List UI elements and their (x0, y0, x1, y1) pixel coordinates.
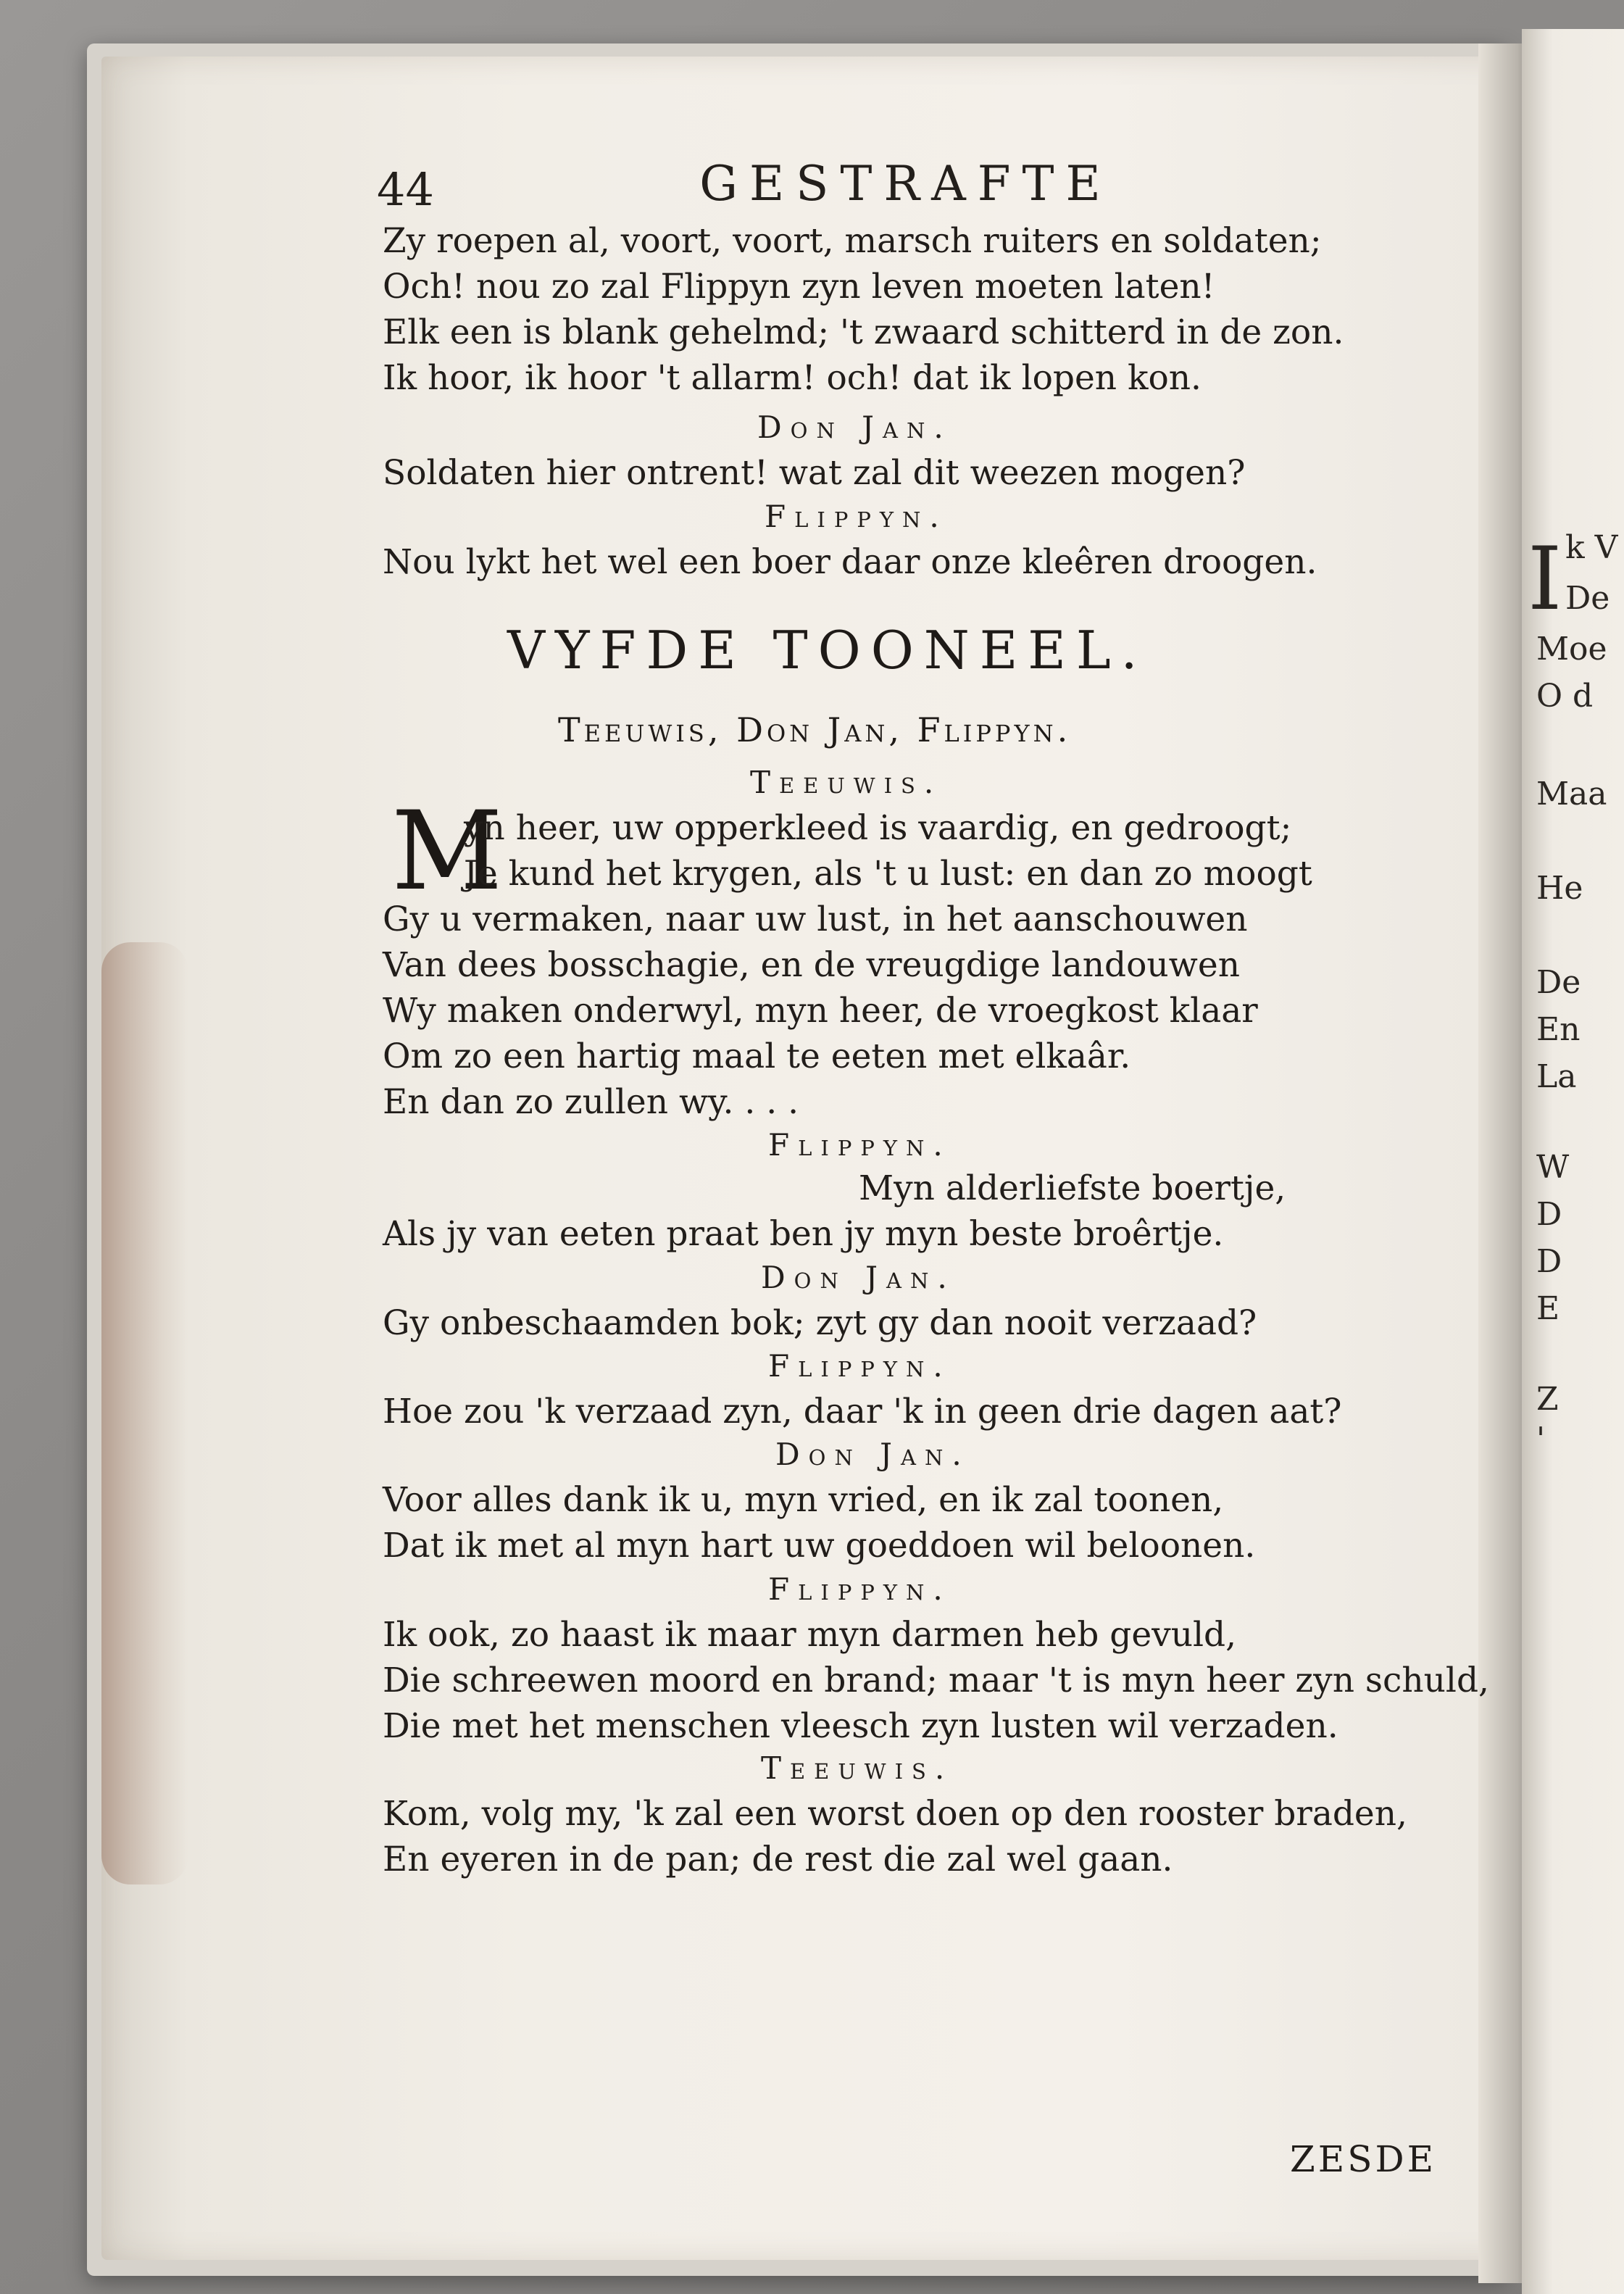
facing-fragment: De (1565, 580, 1610, 617)
verse-line: Ik ook, zo haast ik maar myn darmen heb gevuld, (383, 1615, 1237, 1655)
facing-fragment: De (1536, 964, 1581, 1001)
verse-line: Dat ik met al myn hart uw goeddoen wil beloonen. (383, 1526, 1256, 1566)
scene-title: VYFDE TOONEEL. (507, 620, 1148, 681)
facing-fragment: E (1536, 1290, 1560, 1327)
verse-line: Die schreewen moord en brand; maar 't is myn heer zyn schuld, (383, 1661, 1489, 1700)
verse-line: Gy u vermaken, naar uw lust, in het aanschouwen (383, 899, 1248, 939)
facing-fragment: Moe (1536, 631, 1607, 668)
verse-line: Die met het menschen vleesch zyn lusten wil verzaden. (383, 1706, 1338, 1746)
page-stain (101, 942, 188, 1884)
running-head: GESTRAFTE (699, 156, 1112, 212)
verse-line: Om zo een hartig maal te eeten met elkaâr. (383, 1036, 1131, 1076)
facing-fragment: La (1536, 1058, 1577, 1095)
facing-fragment: He (1536, 870, 1583, 907)
verse-line: Van dees bosschagie, en de vreugdige landouwen (383, 945, 1240, 985)
speaker-name: Flippyn. (765, 499, 948, 534)
verse-line: Hoe zou 'k verzaad zyn, daar 'k in geen drie dagen aat? (383, 1392, 1342, 1431)
verse-line: Soldaten hier ontrent! wat zal dit weezen mogen? (383, 453, 1246, 493)
facing-fragment: W (1536, 1149, 1570, 1186)
speaker-name: Flippyn. (768, 1348, 952, 1384)
verse-line: Gy onbeschaamden bok; zyt gy dan nooit verzaad? (383, 1303, 1257, 1343)
verse-line: yn heer, uw opperkleed is vaardig, en gedroogt; (464, 808, 1292, 848)
book-page-right (1522, 29, 1624, 2294)
facing-fragment: D (1536, 1243, 1562, 1280)
speaker-name: Don Jan. (775, 1437, 970, 1472)
verse-line: Och! nou zo zal Flippyn zyn leven moeten laten! (383, 267, 1215, 307)
drop-cap: M (391, 789, 503, 915)
facing-fragment: O d (1536, 678, 1594, 715)
verse-line: Als jy van eeten praat ben jy myn beste broêrtje. (383, 1214, 1224, 1254)
verse-line: Ik hoor, ik hoor 't allarm! och! dat ik lopen kon. (383, 358, 1202, 398)
verse-line: Zy roepen al, voort, voort, marsch ruiters en soldaten; (383, 221, 1322, 261)
verse-line: Voor alles dank ik u, myn vried, en ik zal toonen, (383, 1480, 1224, 1520)
speaker-name: Don Jan. (757, 410, 952, 445)
speaker-name: Flippyn. (768, 1127, 952, 1163)
verse-line: Wy maken onderwyl, myn heer, de vroegkost klaar (383, 991, 1258, 1031)
speaker-name: Teeuwis. (761, 1750, 954, 1786)
facing-fragment: ' (1536, 1421, 1546, 1458)
speaker-name: Don Jan. (761, 1260, 956, 1295)
verse-line: Nou lykt het wel een boer daar onze kleêren droogen. (383, 542, 1317, 582)
facing-fragment: Maa (1536, 776, 1607, 813)
page-number: 44 (377, 163, 434, 216)
facing-fragment: Z (1536, 1381, 1559, 1418)
verse-line: Myn alderliefste boertje, (859, 1168, 1286, 1208)
catchword: ZESDE (1290, 2138, 1437, 2180)
verse-line: En eyeren in de pan; de rest die zal wel gaan. (383, 1840, 1173, 1879)
cast-list: Teeuwis, Don Jan, Flippyn. (558, 710, 1072, 749)
verse-line: Kom, volg my, 'k zal een worst doen op den rooster braden, (383, 1794, 1407, 1834)
verse-line: Elk een is blank gehelmd; 't zwaard schitterd in de zon. (383, 312, 1344, 352)
facing-fragment: En (1536, 1011, 1581, 1048)
speaker-name: Flippyn. (768, 1571, 952, 1607)
facing-initial: I (1528, 529, 1562, 630)
facing-fragment: k V (1565, 529, 1618, 566)
speaker-name: Teeuwis. (750, 765, 943, 800)
facing-fragment: D (1536, 1196, 1562, 1233)
verse-line: Je kund het krygen, als 't u lust: en dan zo moogt (464, 854, 1312, 894)
verse-line: En dan zo zullen wy. . . . (383, 1082, 799, 1122)
